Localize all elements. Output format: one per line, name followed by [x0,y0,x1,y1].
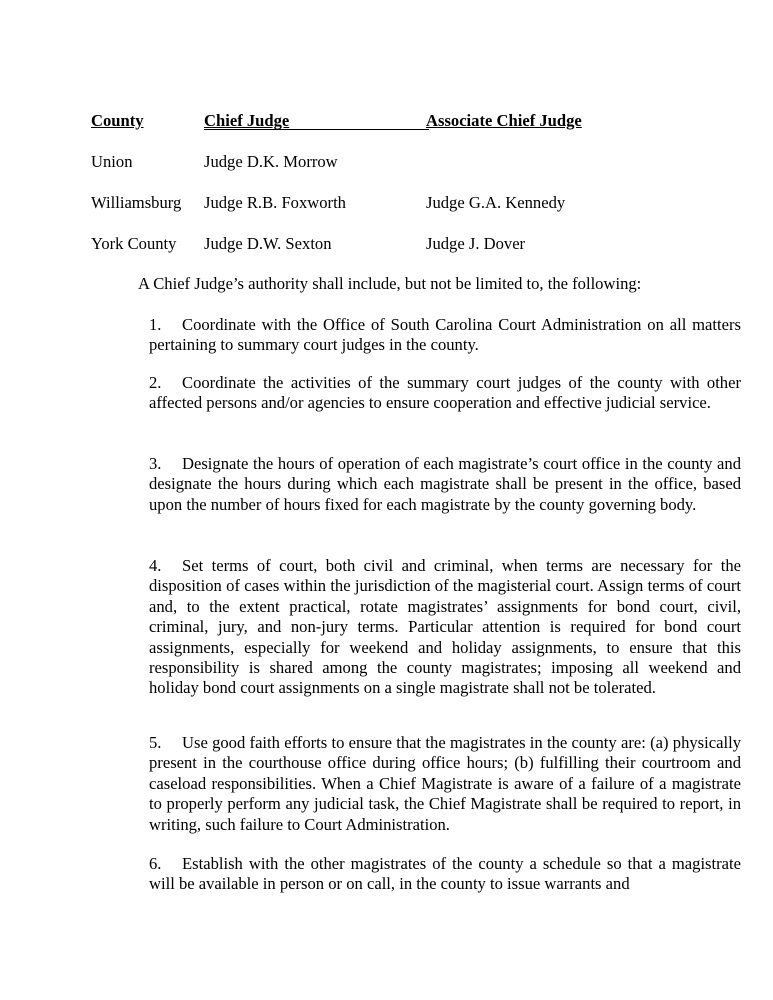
county-name: Union [91,152,133,171]
chief-judge-name: Judge R.B. Foxworth [204,193,346,212]
intro-paragraph: A Chief Judge’s authority shall include, but not be limited to, the following: [138,274,642,293]
county-name: York County [91,234,177,253]
item-text: Coordinate the activities of the summary court judges of the county with other affected persons and/or agencies to ensure cooperation and effective judicial service. [149,373,741,413]
list-item [91,315,741,356]
list-item [91,556,741,699]
list-item [91,454,741,515]
chief-judge-name: Judge D.W. Sexton [204,234,332,253]
item-number: 3. [149,454,162,473]
item-number: 1. [149,315,162,334]
item-text: Use good faith efforts to ensure that the magistrates in the county are: (a) physically present in the courthouse office during office hours; (b) fulfilling their courtroom and caseload responsibilities. When a Chief Magistrate is aware of a failure of a magistrate to properly perform any judicial task, the Chief Magistrate shall be required to report, in writing, such failure to Court Administration. [149,733,741,834]
item-text: Set terms of court, both civil and criminal, when terms are necessary for the disposition of cases within the jurisdiction of the magisterial court. Assign terms of court and, to the extent practical, rotate magistrates’ assignments for bond court, civil, criminal, jury, and non-jury terms. Particular attention is required for bond court assignments, especially for weekend and holiday assignments, to ensure that this responsibility is shared among the county magistrates; imposing all weekend and holiday bond court assignments on a single magistrate shall not be tolerated. [149,556,741,698]
item-number: 6. [149,854,162,873]
item-number: 5. [149,733,162,752]
item-text: Coordinate with the Office of South Carolina Court Administration on all matters pertaining to summary court judges in the county. [149,315,741,355]
item-number: 2. [149,373,162,392]
header-associate-chief-judge: Associate Chief Judge [426,111,582,130]
list-item [91,854,741,895]
list-item [91,733,741,835]
list-item [91,373,741,414]
header-county: County [91,111,144,130]
item-text: Designate the hours of operation of each magistrate’s court office in the county and designate the hours during which each magistrate shall be present in the office, based upon the number of hours fixed for each magistrate by the county governing body. [149,454,741,514]
county-name: Williamsburg [91,193,182,212]
item-text: Establish with the other magistrates of the county a schedule so that a magistrate will be available in person or on call, in the county to issue warrants and [149,854,741,894]
associate-judge-name: Judge J. Dover [426,234,526,253]
associate-judge-name: Judge G.A. Kennedy [426,193,566,212]
chief-judge-name: Judge D.K. Morrow [204,152,338,171]
item-number: 4. [149,556,162,575]
header-chief-judge: Chief Judge [204,111,290,130]
